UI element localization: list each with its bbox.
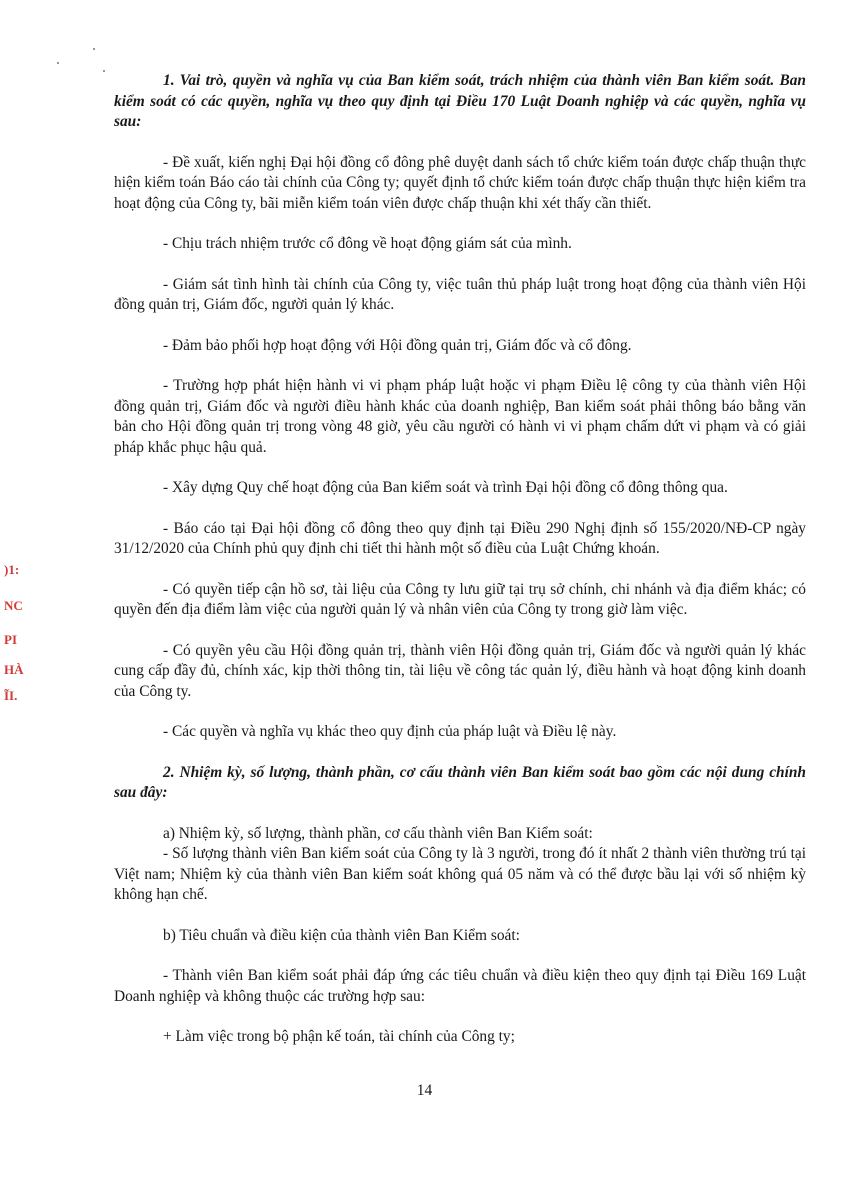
page-number: 14 xyxy=(416,1082,433,1099)
section-2a-title: a) Nhiệm kỳ, số lượng, thành phần, cơ cấu thành viên Ban Kiểm soát: xyxy=(163,824,593,842)
section-1-item: - Xây dựng Quy chế hoạt động của Ban kiểm soát và trình Đại hội đồng cổ đông thông qua. xyxy=(163,479,728,496)
scan-speck xyxy=(57,62,59,64)
section-1-item: - Chịu trách nhiệm trước cổ đông về hoạt động giám sát của mình. xyxy=(163,235,572,252)
stamp-fragment: NC xyxy=(4,598,23,613)
section-1-item: - Trường hợp phát hiện hành vi vi phạm pháp luật hoặc vi phạm Điều lệ công ty của thành viên Hội đồng quản trị, Giám đốc và người điều hành khác của doanh nghiệp, Ban kiểm soát phải thông báo bằng văn bản cho Hội đồng quản trị trong vòng 48 giờ, yêu cầu người có hành vi vi phạm chấm dứt vi phạm và có giải pháp khắc phục hậu quả. xyxy=(114,377,806,456)
section-2-heading: 2. Nhiệm kỳ, số lượng, thành phần, cơ cấu thành viên Ban kiểm soát bao gồm các nội dung chính sau đây: xyxy=(114,763,806,801)
section-1-item: - Báo cáo tại Đại hội đồng cổ đông theo quy định tại Điều 290 Nghị định số 155/2020/NĐ-CP ngày 31/12/2020 của Chính phủ quy định chi tiết thi hành một số điều của Luật Chứng khoán. xyxy=(114,519,806,557)
stamp-fragment: ĨI. xyxy=(4,688,18,703)
section-2a-text: - Số lượng thành viên Ban kiểm soát của Công ty là 3 người, trong đó ít nhất 2 thành viên thường trú tại Việt nam; Nhiệm kỳ của thành viên Ban kiểm soát không quá 05 năm và có thể được bầu lại với số nhiệm kỳ không hạn chế. xyxy=(114,845,806,903)
section-1-item: - Giám sát tình hình tài chính của Công ty, việc tuân thủ pháp luật trong hoạt động của thành viên Hội đồng quản trị, Giám đốc, người quản lý khác. xyxy=(114,275,806,313)
stamp-fragment: )1: xyxy=(4,562,20,577)
section-1-item: - Có quyền tiếp cận hồ sơ, tài liệu của Công ty lưu giữ tại trụ sở chính, chi nhánh và địa điểm khác; có quyền đến địa điểm làm việc của người quản lý và nhân viên của Công ty trong giờ làm việc. xyxy=(114,580,806,618)
section-2b-item: + Làm việc trong bộ phận kế toán, tài chính của Công ty; xyxy=(163,1028,515,1045)
section-2b-text: - Thành viên Ban kiểm soát phải đáp ứng các tiêu chuẩn và điều kiện theo quy định tại Điều 169 Luật Doanh nghiệp và không thuộc các trường hợp sau: xyxy=(114,967,806,1005)
section-1-item: - Đề xuất, kiến nghị Đại hội đồng cổ đông phê duyệt danh sách tổ chức kiểm toán được chấp thuận thực hiện kiểm toán Báo cáo tài chính của Công ty; quyết định tổ chức kiểm toán được chấp thuận thực hiện kiểm tra hoạt động của Công ty, bãi miễn kiểm toán viên được chấp thuận khi xét thấy cần thiết. xyxy=(114,153,806,212)
scan-speck xyxy=(93,48,95,50)
section-1-item: - Đảm bảo phối hợp hoạt động với Hội đồng quản trị, Giám đốc và cổ đông. xyxy=(163,336,632,354)
stamp-fragment: PI xyxy=(4,632,17,647)
section-1-item: - Có quyền yêu cầu Hội đồng quản trị, thành viên Hội đồng quản trị, Giám đốc và người quản lý khác cung cấp đầy đủ, chính xác, kịp thời thông tin, tài liệu về công tác quản lý, điều hành và hoạt động kinh doanh của Công ty. xyxy=(114,641,806,700)
document-body xyxy=(114,71,806,1068)
section-1-heading: 1. Vai trò, quyền và nghĩa vụ của Ban kiểm soát, trách nhiệm của thành viên Ban kiểm soát. Ban kiểm soát có các quyền, nghĩa vụ theo quy định tại Điều 170 Luật Doanh nghiệp và các quyền, nghĩa vụ sau: xyxy=(114,72,806,130)
scan-speck xyxy=(103,70,105,72)
section-2b-title: b) Tiêu chuẩn và điều kiện của thành viên Ban Kiểm soát: xyxy=(163,926,520,944)
stamp-fragment: HÀ xyxy=(4,662,24,677)
section-1-item: - Các quyền và nghĩa vụ khác theo quy định của pháp luật và Điều lệ này. xyxy=(163,723,617,740)
